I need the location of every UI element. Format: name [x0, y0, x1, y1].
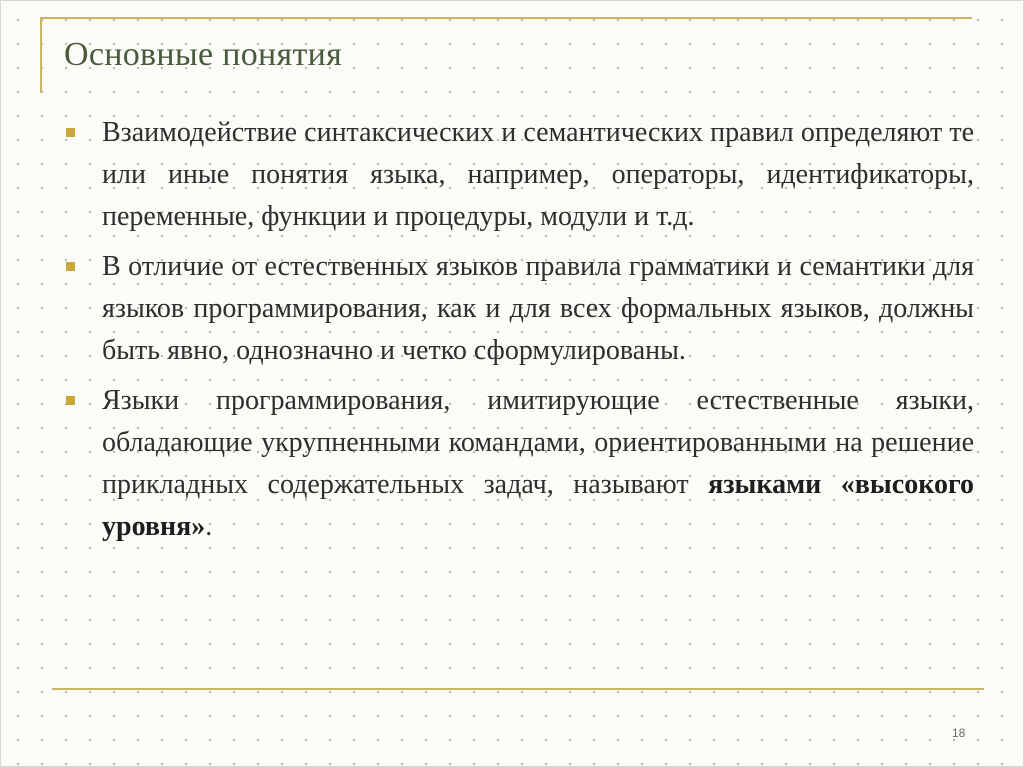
square-bullet-icon — [66, 262, 75, 271]
bullet-text-3 — [102, 380, 974, 548]
bullet-list — [60, 112, 974, 556]
bullet-text-2: В отличие от естественных языков правила грамматики и семантики для языков программирования, как и для всех формальных языков, должны быть явно, однозначно и четко сформулированы. — [102, 251, 974, 366]
bullet-item-1 — [60, 112, 974, 238]
bullet-item-2 — [60, 246, 974, 372]
bullet-item-3 — [60, 380, 974, 548]
square-bullet-icon — [66, 396, 75, 405]
bottom-divider — [52, 688, 984, 690]
top-divider — [40, 17, 972, 19]
bullet-text-1: Взаимодействие синтаксических и семантических правил определяют те или иные понятия языка, например, операторы, идентификаторы, переменные, функции и процедуры, модули и т.д. — [102, 117, 974, 232]
bullet-text-3-plain: Языки программирования, имитирующие естественные языки, обладающие укрупненными командами, ориентированными на решение прикладных содержательных задач, называют — [102, 385, 974, 500]
square-bullet-icon — [66, 128, 75, 137]
slide-title: Основные понятия — [64, 36, 343, 73]
page-number: 18 — [952, 726, 966, 740]
bullet-text-3-end: . — [205, 511, 213, 542]
bullet-text-3-bold: языками «высокого уровня» — [102, 469, 974, 542]
title-side-rule — [40, 17, 42, 93]
